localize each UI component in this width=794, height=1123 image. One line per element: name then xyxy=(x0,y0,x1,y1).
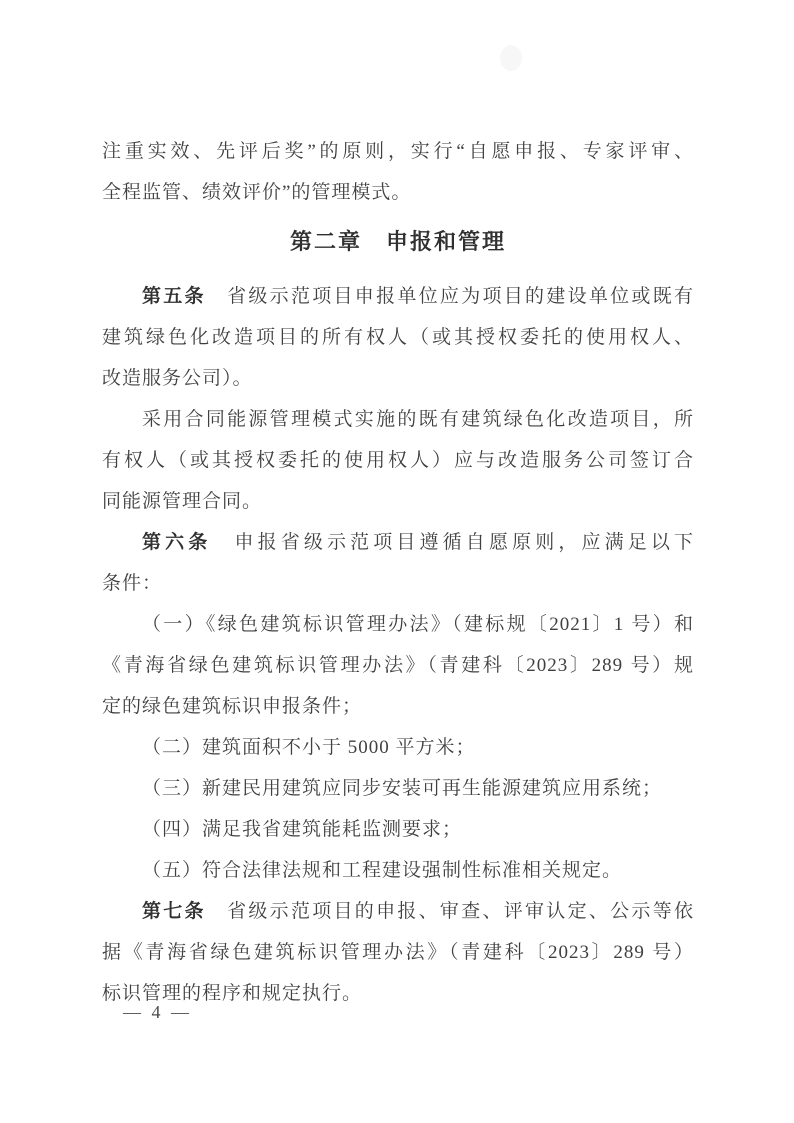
text-line: （五）符合法律法规和工程建设强制性标准相关规定。 xyxy=(142,860,623,881)
text-line: （二）建筑面积不小于 5000 平方米； xyxy=(142,737,476,758)
article-text: 申报省级示范项目遵循自愿原则，应满足以下 xyxy=(211,532,694,553)
article-number: 第七条 xyxy=(142,901,206,922)
text-line: 标识管理的程序和规定执行。 xyxy=(102,983,363,1004)
document-body xyxy=(102,131,694,1014)
text-line: 《青海省绿色建筑标识管理办法》（青建科〔2023〕289 号）规 xyxy=(102,655,694,676)
page-number: — 4 — xyxy=(123,1002,192,1022)
text-line: 改造服务公司）。 xyxy=(102,368,253,389)
text-line: 有权人（或其授权委托的使用权人）应与改造服务公司签订合 xyxy=(102,450,694,471)
text-line: （一）《绿色建筑标识管理办法》（建标规〔2021〕1 号）和 xyxy=(142,614,694,635)
text-line xyxy=(102,276,694,317)
text-line: 全程监管、绩效评价”的管理模式。 xyxy=(102,182,412,203)
text-line: （三）新建民用建筑应同步安装可再生能源建筑应用系统； xyxy=(142,778,663,799)
text-line: 条件： xyxy=(102,573,163,594)
text-line xyxy=(102,891,694,932)
text-line: （四）满足我省建筑能耗监测要求； xyxy=(142,819,463,840)
text-line xyxy=(102,522,694,563)
article-number: 第六条 xyxy=(142,532,212,553)
text-line: 同能源管理合同。 xyxy=(102,491,263,512)
chapter-heading: 第二章 申报和管理 xyxy=(289,229,506,254)
scan-smudge xyxy=(500,45,522,71)
text-line: 定的绿色建筑标识申报条件； xyxy=(102,696,363,717)
article-text: 省级示范项目的申报、审查、评审认定、公示等依 xyxy=(205,901,694,922)
text-line: 据《青海省绿色建筑标识管理办法》（青建科〔2023〕289 号） xyxy=(102,942,694,963)
text-line: 采用合同能源管理模式实施的既有建筑绿色化改造项目，所 xyxy=(142,409,694,430)
article-text: 省级示范项目申报单位应为项目的建设单位或既有 xyxy=(205,286,694,307)
article-number: 第五条 xyxy=(142,286,206,307)
text-line: 注重实效、先评后奖”的原则，实行“自愿申报、专家评审、 xyxy=(102,141,694,162)
text-line: 建筑绿色化改造项目的所有权人（或其授权委托的使用权人、 xyxy=(102,327,694,348)
